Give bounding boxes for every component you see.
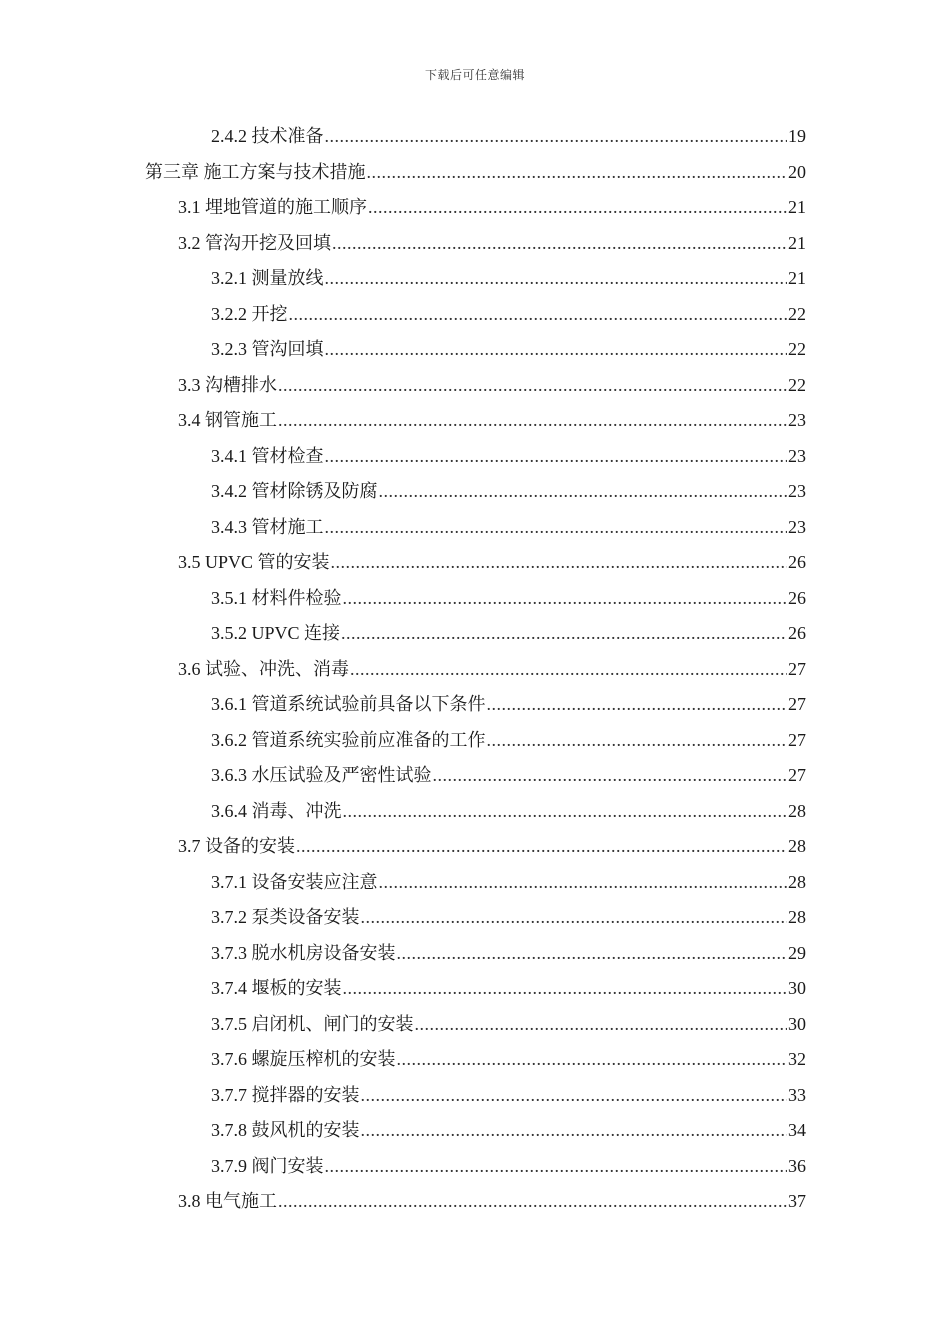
- toc-entry-label: 3.7.4 堰板的安装: [211, 978, 342, 998]
- toc-entry-page-number: 23: [788, 410, 806, 430]
- toc-entry-label: 3.6.1 管道系统试验前具备以下条件: [211, 694, 486, 714]
- toc-entry-page-number: 23: [788, 481, 806, 501]
- toc-entry[interactable]: [0, 1042, 806, 1078]
- toc-entry-label: 3.7.3 脱水机房设备安装: [211, 942, 396, 963]
- toc-entry[interactable]: [0, 190, 806, 226]
- toc-entry-label: 3.7.1 设备安装应注意: [211, 871, 378, 892]
- toc-entry-page-number: 27: [788, 765, 806, 785]
- toc-dot-leader: [296, 829, 787, 865]
- toc-entry-page-number: 20: [788, 161, 806, 182]
- toc-dot-leader: [379, 474, 788, 510]
- toc-entry[interactable]: [0, 368, 806, 404]
- toc-entry[interactable]: [0, 474, 806, 510]
- toc-entry[interactable]: [0, 332, 806, 368]
- toc-entry-label: 3.4.1 管材检查: [211, 445, 324, 466]
- toc-dot-leader: [487, 723, 788, 759]
- toc-entry[interactable]: [0, 545, 806, 581]
- toc-entry-page-number: 37: [788, 1191, 806, 1211]
- toc-dot-leader: [341, 616, 787, 652]
- toc-entry-page-number: 23: [788, 516, 806, 537]
- toc-list: [0, 119, 806, 1220]
- toc-entry-label: 3.1 埋地管道的施工顺序: [178, 197, 367, 217]
- toc-dot-leader: [343, 794, 788, 830]
- toc-entry-page-number: 28: [788, 836, 806, 856]
- toc-dot-leader: [325, 1149, 788, 1185]
- toc-entry-label: 3.7.5 启闭机、闸门的安装: [211, 1013, 414, 1034]
- toc-dot-leader: [350, 652, 787, 688]
- toc-entry-page-number: 19: [788, 126, 806, 146]
- toc-entry-page-number: 28: [788, 800, 806, 821]
- toc-entry-label: 3.6.3 水压试验及严密性试验: [211, 765, 432, 785]
- toc-entry-label: 3.7.9 阀门安装: [211, 1155, 324, 1176]
- toc-entry-label: 3.2.3 管沟回填: [211, 339, 324, 359]
- toc-dot-leader: [278, 1184, 787, 1220]
- toc-entry[interactable]: [0, 119, 806, 155]
- toc-dot-leader: [367, 155, 788, 191]
- toc-entry-page-number: 26: [788, 552, 806, 572]
- toc-dot-leader: [278, 403, 787, 439]
- toc-entry[interactable]: [0, 155, 806, 191]
- toc-entry[interactable]: [0, 581, 806, 617]
- toc-dot-leader: [332, 226, 787, 262]
- toc-entry-page-number: 22: [788, 339, 806, 359]
- toc-entry[interactable]: [0, 403, 806, 439]
- toc-dot-leader: [325, 510, 788, 546]
- toc-entry-page-number: 22: [788, 303, 806, 324]
- toc-entry-page-number: 27: [788, 658, 806, 679]
- toc-entry[interactable]: [0, 1184, 806, 1220]
- toc-dot-leader: [361, 1113, 788, 1149]
- toc-entry-label: 3.7.6 螺旋压榨机的安装: [211, 1049, 396, 1069]
- toc-entry-label: 3.4 钢管施工: [178, 410, 277, 430]
- toc-entry[interactable]: [0, 261, 806, 297]
- toc-entry-label: 3.2.1 测量放线: [211, 268, 324, 288]
- toc-dot-leader: [415, 1007, 788, 1043]
- toc-dot-leader: [325, 119, 788, 155]
- toc-entry-label: 3.7.8 鼓风机的安装: [211, 1120, 360, 1140]
- toc-entry-label: 3.6.4 消毒、冲洗: [211, 800, 342, 821]
- toc-entry-page-number: 21: [788, 268, 806, 288]
- toc-dot-leader: [361, 1078, 788, 1114]
- toc-entry[interactable]: [0, 1078, 806, 1114]
- toc-entry-page-number: 23: [788, 445, 806, 466]
- toc-entry-page-number: 26: [788, 587, 806, 608]
- toc-entry-page-number: 27: [788, 694, 806, 714]
- toc-dot-leader: [343, 581, 788, 617]
- toc-entry[interactable]: [0, 829, 806, 865]
- toc-entry-label: 3.7.7 搅拌器的安装: [211, 1084, 360, 1105]
- toc-entry-label: 3.7.2 泵类设备安装: [211, 907, 360, 927]
- toc-entry-page-number: 30: [788, 1013, 806, 1034]
- toc-entry-page-number: 21: [788, 197, 806, 217]
- toc-entry[interactable]: [0, 1007, 806, 1043]
- toc-dot-leader: [325, 261, 788, 297]
- toc-entry-label: 3.4.2 管材除锈及防腐: [211, 481, 378, 501]
- table-of-contents: [0, 119, 950, 1220]
- toc-entry-label: 3.4.3 管材施工: [211, 516, 324, 537]
- toc-entry-label: 3.8 电气施工: [178, 1191, 277, 1211]
- toc-entry-page-number: 32: [788, 1049, 806, 1069]
- toc-entry-label: 3.3 沟槽排水: [178, 374, 277, 395]
- toc-entry-page-number: 28: [788, 907, 806, 927]
- toc-entry-label: 第三章 施工方案与技术措施: [145, 161, 366, 182]
- toc-entry-page-number: 30: [788, 978, 806, 998]
- toc-entry-page-number: 29: [788, 942, 806, 963]
- toc-entry[interactable]: [0, 1149, 806, 1185]
- toc-entry-label: 3.6.2 管道系统实验前应准备的工作: [211, 729, 486, 750]
- toc-entry-label: 3.7 设备的安装: [178, 836, 295, 856]
- toc-dot-leader: [331, 545, 787, 581]
- toc-entry-label: 3.5 UPVC 管的安装: [178, 552, 330, 572]
- toc-entry[interactable]: [0, 687, 806, 723]
- toc-entry[interactable]: [0, 794, 806, 830]
- toc-entry[interactable]: [0, 297, 806, 333]
- toc-entry-label: 3.2 管沟开挖及回填: [178, 232, 331, 253]
- toc-entry[interactable]: [0, 616, 806, 652]
- toc-dot-leader: [325, 439, 788, 475]
- toc-entry-label: 3.6 试验、冲洗、消毒: [178, 658, 349, 679]
- toc-dot-leader: [289, 297, 788, 333]
- toc-entry-label: 3.5.1 材料件检验: [211, 587, 342, 608]
- page-header: 下载后可任意编辑: [424, 68, 525, 82]
- toc-entry-page-number: 36: [788, 1155, 806, 1176]
- toc-entry[interactable]: [0, 510, 806, 546]
- toc-dot-leader: [368, 190, 787, 226]
- toc-dot-leader: [487, 687, 788, 723]
- toc-entry[interactable]: [0, 900, 806, 936]
- toc-entry[interactable]: [0, 723, 806, 759]
- toc-entry-label: 2.4.2 技术准备: [211, 126, 324, 146]
- toc-entry[interactable]: [0, 758, 806, 794]
- toc-dot-leader: [379, 865, 788, 901]
- toc-entry[interactable]: [0, 1113, 806, 1149]
- toc-entry-page-number: 22: [788, 374, 806, 395]
- toc-dot-leader: [278, 368, 787, 404]
- toc-entry[interactable]: [0, 971, 806, 1007]
- toc-entry-label: 3.2.2 开挖: [211, 303, 288, 324]
- toc-dot-leader: [397, 1042, 788, 1078]
- toc-entry-label: 3.5.2 UPVC 连接: [211, 623, 341, 643]
- toc-entry-page-number: 33: [788, 1084, 806, 1105]
- toc-entry[interactable]: [0, 936, 806, 972]
- toc-entry-page-number: 34: [788, 1120, 806, 1140]
- toc-dot-leader: [397, 936, 788, 972]
- toc-entry-page-number: 26: [788, 623, 806, 643]
- toc-dot-leader: [325, 332, 788, 368]
- toc-entry[interactable]: [0, 652, 806, 688]
- toc-entry[interactable]: [0, 226, 806, 262]
- toc-dot-leader: [433, 758, 788, 794]
- toc-entry-page-number: 27: [788, 729, 806, 750]
- toc-entry-page-number: 21: [788, 232, 806, 253]
- toc-entry-page-number: 28: [788, 871, 806, 892]
- toc-entry[interactable]: [0, 865, 806, 901]
- toc-dot-leader: [343, 971, 788, 1007]
- toc-dot-leader: [361, 900, 788, 936]
- toc-entry[interactable]: [0, 439, 806, 475]
